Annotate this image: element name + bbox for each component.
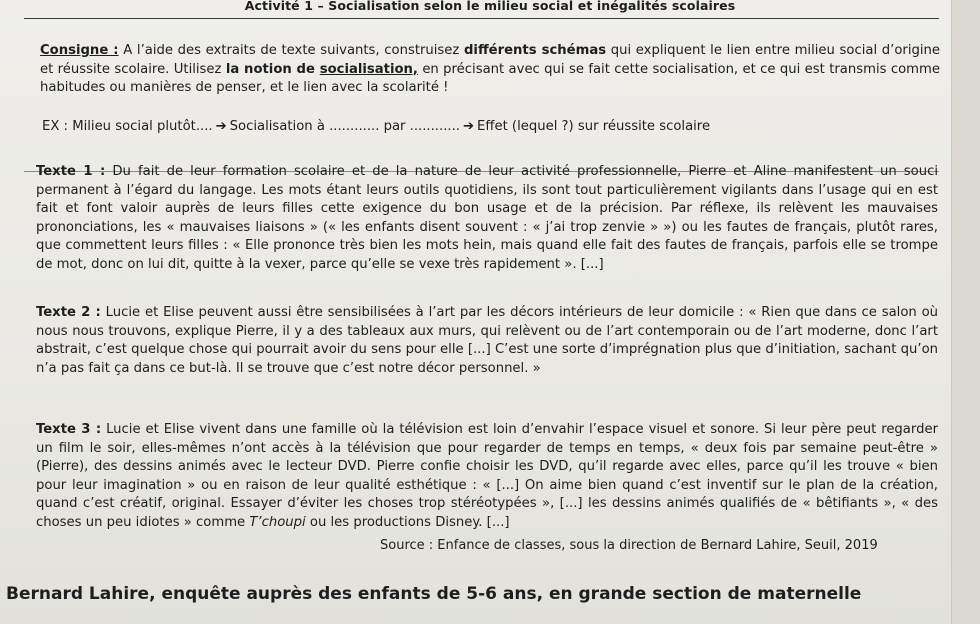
example-effect: Effet (lequel ?) sur réussite scolaire bbox=[477, 119, 711, 134]
instructions-label: Consigne : bbox=[40, 43, 119, 58]
text-body: Du fait de leur formation scolaire et de la nature de leur activité professionnelle, Pierre et Aline manifestent un souci permanent à l’égard du langage. Les mots étant leurs outils quotidiens, ils sont tout particulièrement vigilants dans l’usage qui en est fait et font valoir auprès de leurs filles cette exigence du bon usage et de la précision. Par réflexe, ils relèvent les mauvaises prononciations, les « mauvaises liaisons » (« les enfants disent souvent : « j’ai trop zenvie » ») ou les fautes de français, plutôt rares, que commettent leurs filles : « Elle prononce très bien les mots hein, mais quand elle fait des fautes de français, parfois elle se trompe de mot, donc on lui dit, quitte à la vexer, parce qu’elle se vexe très rapidement ». [...] bbox=[36, 164, 938, 272]
text-title-italic: T’choupi bbox=[249, 514, 306, 530]
text-label: Texte 1 : bbox=[36, 164, 106, 179]
text-excerpt-1 bbox=[36, 163, 938, 275]
text-body: ou les productions Disney. [...] bbox=[305, 514, 510, 530]
page-edge bbox=[951, 0, 980, 624]
instructions-text: A l’aide des extraits de texte suivants, construisez bbox=[118, 43, 464, 58]
example-socialisation: Socialisation à ............ par ............ bbox=[229, 119, 460, 134]
activity-title: Activité 1 – Socialisation selon le milieu social et inégalités scolaires bbox=[244, 0, 736, 13]
example-schema bbox=[42, 118, 710, 136]
instructions-emphasis: différents schémas bbox=[463, 43, 607, 58]
instructions-emphasis: la notion de bbox=[225, 61, 320, 77]
instructions-keyword: socialisation, bbox=[319, 61, 418, 77]
divider bbox=[24, 18, 939, 19]
instructions bbox=[40, 42, 940, 98]
source-citation: Source : Enfance de classes, sous la direction de Bernard Lahire, Seuil, 2019 bbox=[380, 538, 878, 553]
text-excerpt-3 bbox=[36, 421, 938, 533]
arrow-right-icon: ➔ bbox=[462, 119, 475, 134]
text-body: Lucie et Elise vivent dans une famille où la télévision est loin d’envahir l’espace visuel et sonore. Si leur père peut regarder un film le soir, elles-mêmes n’ont accès à la télévision que pour regarder de temps en temps, « deux fois par semaine peut-être » (Pierre), des dessins animés avec le lecteur DVD. Pierre confie choisir les DVD, qu’il regarde avec elles, parce qu’il les trouve « bien pour leur imagination » ou en raison de leur qualité esthétique : « [...] On aime bien quand c’est inventif sur le plan de la création, quand c’est créatif, original. Essayer d’éviter les choses trop stéréotypées », [...] les dessins animés qualifiés de « bêtifiants », « des choses un peu idiotes » comme bbox=[36, 422, 938, 530]
example-origin: EX : Milieu social plutôt.... bbox=[42, 119, 213, 134]
arrow-right-icon: ➔ bbox=[215, 119, 227, 134]
instructions-text: en précisant avec qui se fait cette socialisation, et ce qui est transmis comme habitudes ou manières de penser, et le lien avec la scolarité ! bbox=[40, 61, 940, 95]
text-excerpt-2 bbox=[36, 304, 938, 378]
text-label: Texte 2 : bbox=[36, 305, 101, 320]
text-label: Texte 3 : bbox=[36, 422, 102, 437]
instructions-text: qui expliquent le lien entre milieu social d’origine et réussite scolaire. Utilisez bbox=[40, 43, 940, 77]
text-body: Lucie et Elise peuvent aussi être sensibilisées à l’art par les décors intérieurs de leur domicile : « Rien que dans ce salon où nous nous trouvons, explique Pierre, il y a des tableaux aux murs, qui relèvent ou de l’art contemporain ou de l’art moderne, donc l’art abstrait, c’est quelque chose qui pourrait avoir du sens pour elle [...] C’est une sorte d’imprégnation plus que d’initiation, sachant qu’on n’a pas fait ça dans ce but-là. Il se trouve que c’est notre décor personnel. » bbox=[36, 305, 938, 376]
study-title: Bernard Lahire, enquête auprès des enfants de 5-6 ans, en grande section de maternelle bbox=[6, 584, 862, 604]
